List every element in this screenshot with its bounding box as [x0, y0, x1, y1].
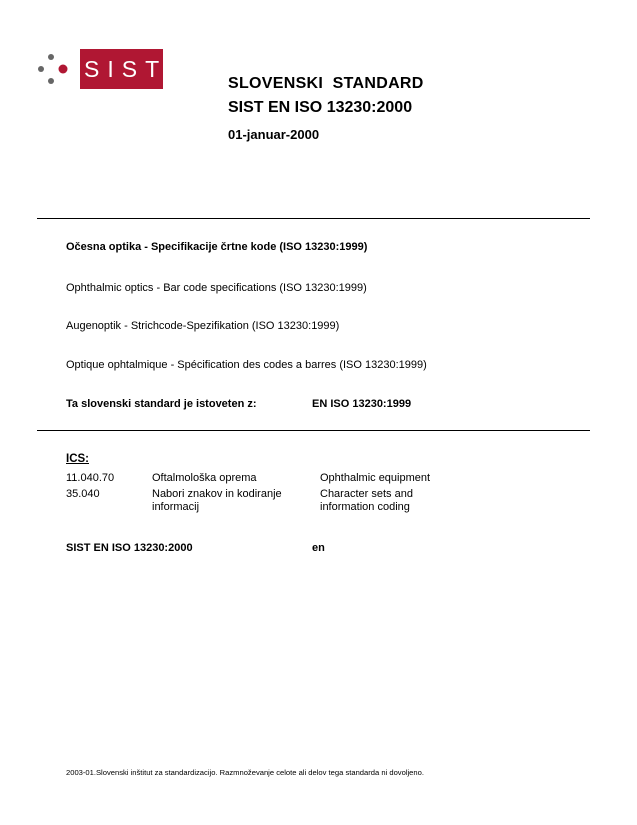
title-english: Ophthalmic optics - Bar code specifications (ISO 13230:1999) — [66, 282, 367, 294]
identity-value: EN ISO 13230:1999 — [312, 398, 412, 410]
title-slovenian: Očesna optika - Specifikacije črtne kode (ISO 13230:1999) — [66, 241, 368, 253]
standard-label: SLOVENSKI STANDARD — [228, 75, 424, 92]
sist-logo: SIST — [80, 49, 163, 89]
ics-description-slovenian: Oftalmološka oprema — [152, 472, 257, 484]
ics-heading: ICS: — [66, 453, 89, 465]
standard-number: SIST EN ISO 13230:2000 — [228, 99, 413, 116]
identity-label: Ta slovenski standard je istoveten z: — [66, 398, 257, 410]
top-divider — [37, 218, 590, 219]
ics-description-slovenian: Nabori znakov in kodiranje informacij — [152, 488, 282, 513]
copyright-footer: 2003-01.Slovenski inštitut za standardizacijo. Razmnoževanje celote ali delov tega standarda ni dovoljeno. — [66, 768, 424, 777]
middle-divider — [37, 430, 590, 431]
title-french: Optique ophtalmique - Spécification des codes a barres (ISO 13230:1999) — [66, 359, 427, 371]
title-german: Augenoptik - Strichcode-Spezifikation (ISO 13230:1999) — [66, 320, 340, 332]
ics-code: 35.040 — [66, 488, 100, 500]
standard-date: 01-januar-2000 — [228, 127, 320, 142]
ics-description-english: Character sets and information coding — [320, 488, 413, 513]
summary-language: en — [312, 542, 325, 554]
sist-logo-dots-icon — [37, 52, 79, 86]
ics-code: 11.040.70 — [66, 472, 115, 484]
summary-standard-number: SIST EN ISO 13230:2000 — [66, 542, 193, 554]
ics-description-english: Ophthalmic equipment — [320, 472, 431, 484]
